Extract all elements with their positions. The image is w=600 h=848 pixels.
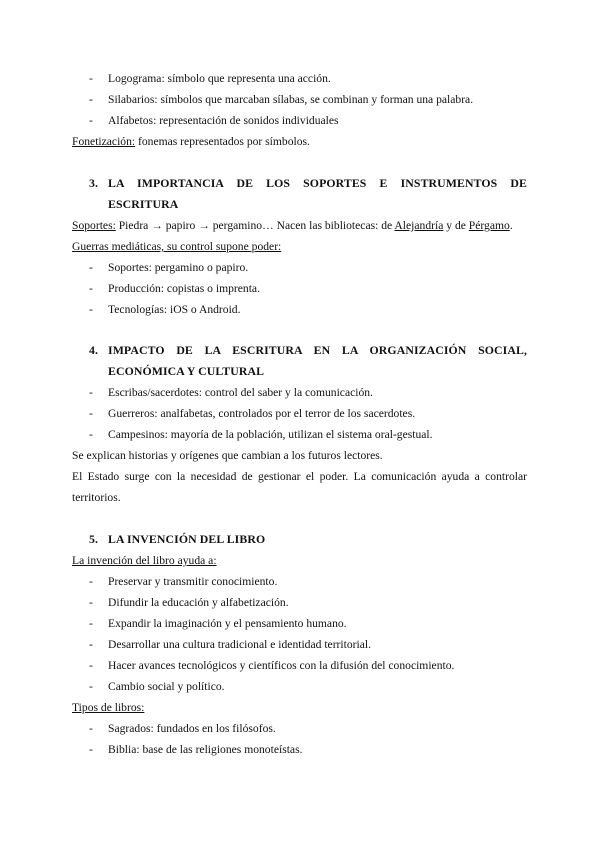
list-item: - Difundir la educación y alfabetización.	[72, 592, 527, 613]
soportes-label: Soportes:	[72, 219, 116, 232]
list-item: - Cambio social y político.	[72, 676, 527, 697]
list-item: - Expandir la imaginación y el pensamiento humano.	[72, 613, 527, 634]
section-4-paragraph-1: Se explican historias y orígenes que cambian a los futuros lectores.	[72, 449, 383, 462]
guerras-line	[72, 236, 527, 257]
section-3-list	[72, 257, 527, 320]
tipos-list	[72, 718, 527, 760]
ayuda-list	[72, 571, 527, 697]
ayuda-line	[72, 550, 527, 571]
document-page	[72, 68, 527, 760]
section-4-title: IMPACTO DE LA ESCRITURA EN LA ORGANIZACIÓN SOCIAL, ECONÓMICA Y CULTURAL	[108, 343, 527, 378]
section-5-title: LA INVENCIÓN DEL LIBRO	[108, 532, 266, 546]
list-item: - Tecnologías: iOS o Android.	[72, 299, 527, 320]
fonetizacion-text: fonemas representados por símbolos.	[135, 135, 310, 148]
list-item: - Alfabetos: representación de sonidos individuales	[72, 110, 527, 131]
tipos-label: Tipos de libros:	[72, 701, 145, 714]
section-4-heading	[72, 340, 527, 382]
section-3-heading	[72, 173, 527, 215]
section-4-list	[72, 382, 527, 445]
tipos-line	[72, 697, 527, 718]
list-item: - Producción: copistas o imprenta.	[72, 278, 527, 299]
soportes-text: Piedra → papiro → pergamino… Nacen las bibliotecas: de	[115, 219, 395, 232]
list-item: - Logograma: símbolo que representa una acción.	[72, 68, 527, 89]
list-item: - Sagrados: fundados en los filósofos.	[72, 718, 527, 739]
soportes-connector: y de	[443, 219, 469, 232]
list-item: - Desarrollar una cultura tradicional e identidad territorial.	[72, 634, 527, 655]
ayuda-label: La invención del libro ayuda a:	[72, 554, 217, 567]
list-item: - Preservar y transmitir conocimiento.	[72, 571, 527, 592]
section-5-heading	[72, 529, 527, 550]
fonetizacion-line	[72, 131, 527, 152]
list-item: - Escribas/sacerdotes: control del saber y la comunicación.	[72, 382, 527, 403]
section-3-title: LA IMPORTANCIA DE LOS SOPORTES E INSTRUMENTOS DE ESCRITURA	[108, 176, 527, 211]
section-4-number: 4.	[89, 343, 99, 357]
section-5-number: 5.	[89, 532, 99, 546]
guerras-label: Guerras mediáticas, su control supone poder:	[72, 240, 282, 253]
pergamo-link: Pérgamo	[468, 219, 510, 232]
list-item: - Campesinos: mayoría de la población, utilizan el sistema oral-gestual.	[72, 424, 527, 445]
list-item: - Silabarios: símbolos que marcaban sílabas, se combinan y forman una palabra.	[72, 89, 527, 110]
list-item: - Biblia: base de las religiones monoteístas.	[72, 739, 527, 760]
section-3-number: 3.	[89, 176, 99, 190]
section-4-paragraph-2: El Estado surge con la necesidad de gestionar el poder. La comunicación ayuda a controlar territorios.	[72, 470, 527, 504]
soportes-paragraph	[72, 215, 527, 236]
list-item: - Guerreros: analfabetas, controlados por el terror de los sacerdotes.	[72, 403, 527, 424]
alejandria-link: Alejandría	[394, 219, 444, 232]
fonetizacion-label: Fonetización:	[72, 135, 136, 148]
list-item: - Soportes: pergamino o papiro.	[72, 257, 527, 278]
intro-list	[72, 68, 527, 131]
list-item: - Hacer avances tecnológicos y científicos con la difusión del conocimiento.	[72, 655, 527, 676]
soportes-period: .	[509, 219, 513, 232]
